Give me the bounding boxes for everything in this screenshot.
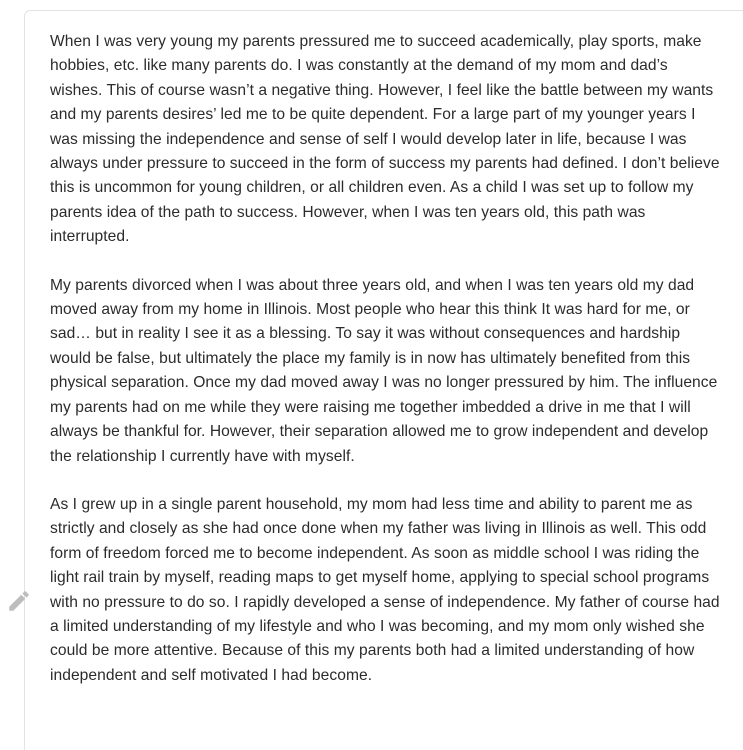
essay-body	[50, 30, 722, 712]
essay-paragraph-3: As I grew up in a single parent household, my mom had less time and ability to parent me as strictly and closely as she had once done when my father was living in Illinois as well. This odd form of freedom forced me to become independent. As soon as middle school I was riding the light rail train by myself, reading maps to get myself home, applying to special school programs with no pressure to do so. I rapidly developed a sense of independence. My father of course had a limited understanding of my lifestyle and who I was becoming, and my mom only wished she could be more attentive. Because of this my parents both had a limited understanding of how independent and self motivated I had become.	[50, 495, 720, 684]
essay-paragraph-1: When I was very young my parents pressured me to succeed academically, play sports, make hobbies, etc. like many parents do. I was constantly at the demand of my mom and dad’s wishes. This of course wasn’t a negative thing. However, I feel like the battle between my wants and my parents desires’ led me to be quite dependent. For a large part of my younger years I was missing the independence and sense of self I would develop later in life, because I was always under pressure to succeed in the form of success my parents had defined. I don’t believe this is uncommon for young children, or all children even. As a child I was set up to follow my parents idea of the path to success. However, when I was ten years old, this path was interrupted.	[50, 33, 720, 246]
essay-paragraph-2: My parents divorced when I was about three years old, and when I was ten years old my dad moved away from my home in Illinois. Most people who hear this think It was hard for me, or sad… but in reality I see it as a blessing. To say it was without consequences and hardship would be false, but ultimately the place my family is in now has ultimately benefited from this physical separation. Once my dad moved away I was no longer pressured by him. The influence my parents had on me while they were raising me together imbedded a drive in me that I will always be thankful for. However, their separation allowed me to grow independent and develop the relationship I currently have with myself.	[50, 276, 718, 465]
pencil-icon[interactable]	[6, 588, 32, 614]
pencil-icon-graphic	[6, 588, 32, 614]
